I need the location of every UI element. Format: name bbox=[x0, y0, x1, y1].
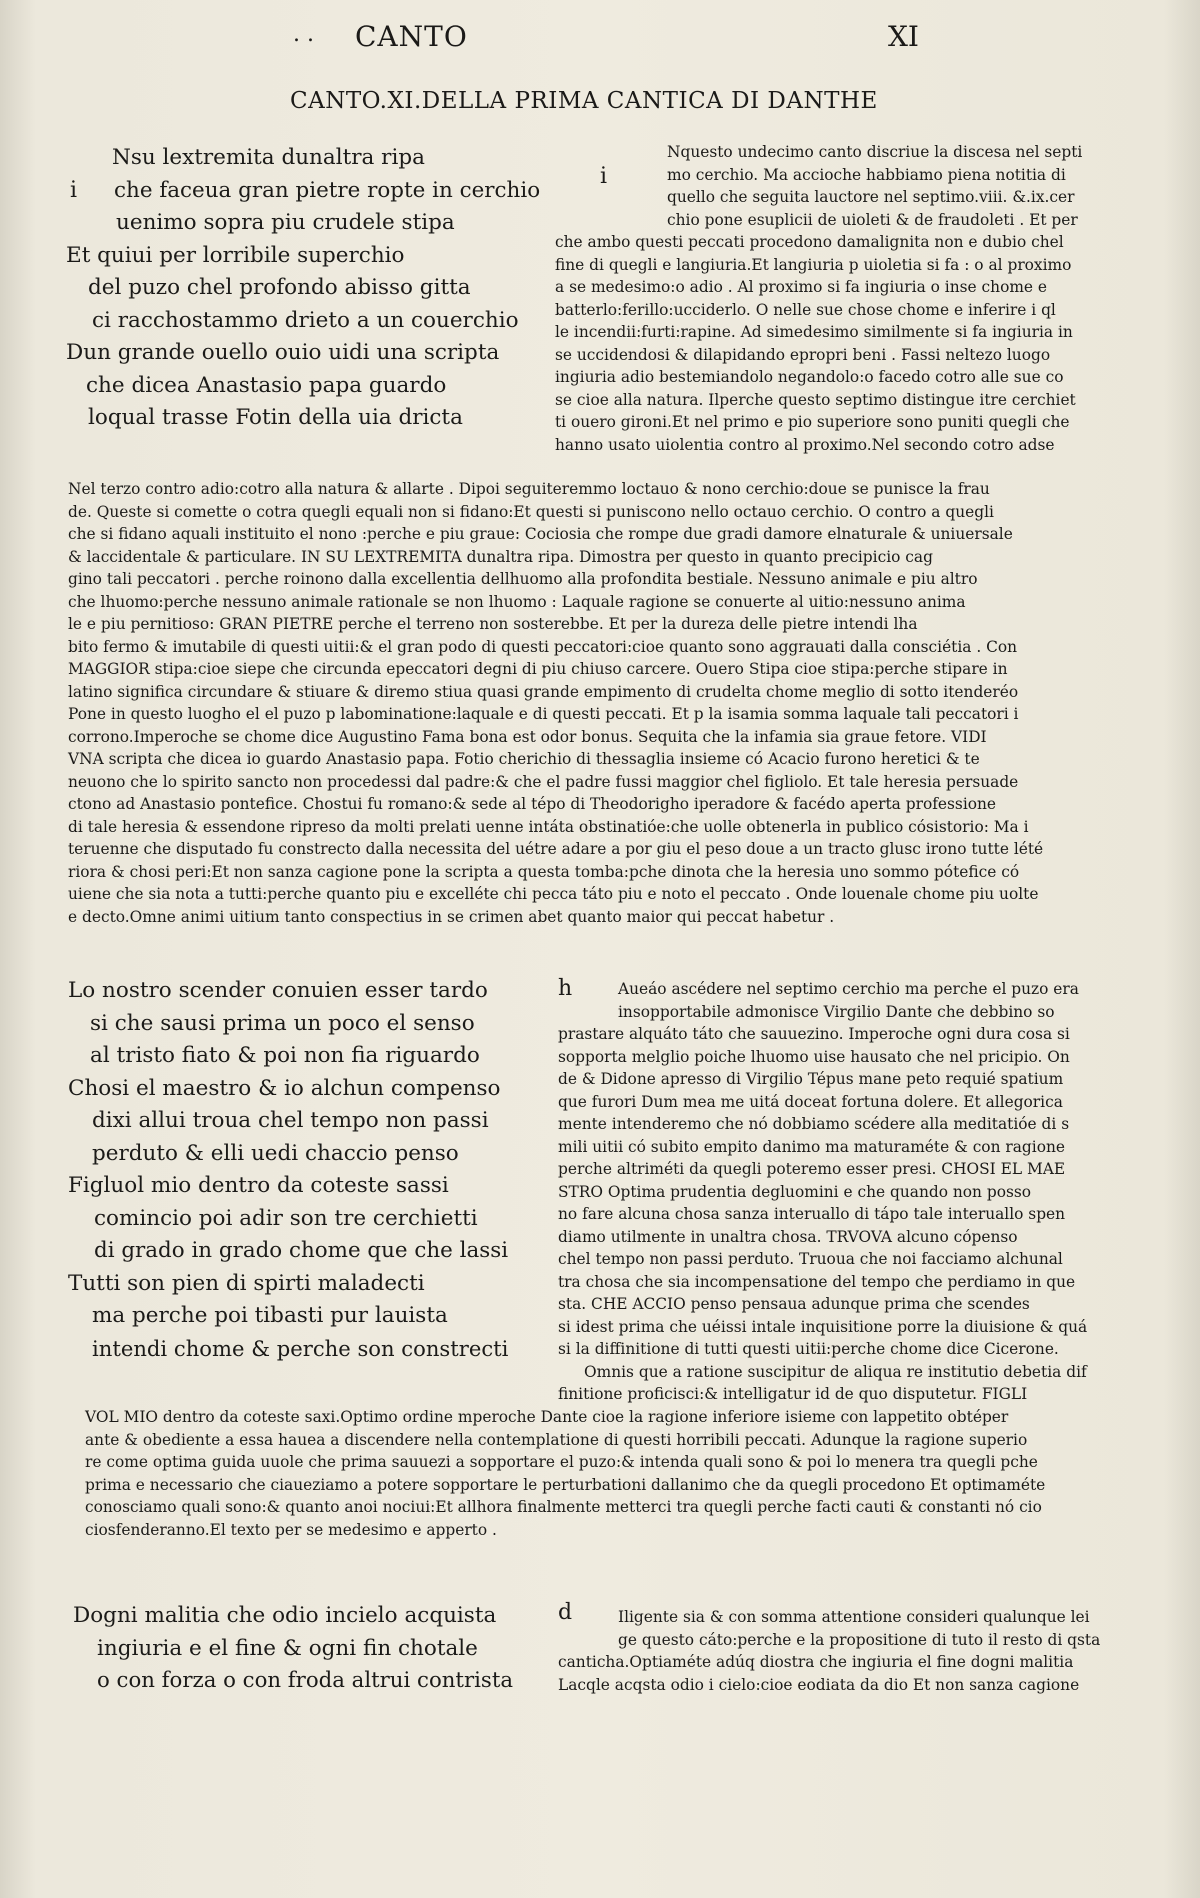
commentary-initial: h bbox=[558, 976, 573, 1001]
commentary-line: ctono ad Anastasio pontefice. Chostui fu romano:& sede al tépo di Theodorigho iperadore & facédo aperta professione bbox=[68, 795, 997, 813]
commentary-initial: d bbox=[558, 1600, 573, 1625]
commentary-line: le e piu pernitioso: GRAN PIETRE perche el terreno non sosterebbe. Et per la dureza delle pietre intendi lha bbox=[68, 615, 918, 633]
commentary-line: ante & obediente a essa hauea a discendere nella contemplatione di questi horribili peccati. Adunque la ragione superio bbox=[85, 1430, 1028, 1449]
commentary-line: MAGGIOR stipa:cioe siepe che circunda epeccatori degni di piu chiuso carcere. Ouero Stipa cioe stipa:perche stipare in bbox=[68, 660, 1008, 678]
verse-line: Lo nostro scender conuien esser tardo bbox=[68, 978, 488, 1003]
commentary-line: de. Queste si comette o cotra quegli equali non si fidano:Et questi si puniscono nello octauo cerchio. O contro a quegli bbox=[68, 502, 994, 521]
commentary-line: gino tali peccatori . perche roinono dalla excellentia dellhuomo alla profondita bestiale. Nessuno animale e piu altro bbox=[68, 570, 978, 588]
verse-line: Dun grande ouello ouio uidi una scripta bbox=[66, 340, 500, 365]
verse-line: del puzo chel profondo abisso gitta bbox=[88, 275, 471, 300]
verse-line: dixi allui troua chel tempo non passi bbox=[92, 1108, 489, 1133]
commentary-line: chio pone esuplicii de uioleti & de fraudoleti . Et per bbox=[667, 210, 1078, 229]
commentary-line: prima e necessario che ciaueziamo a potere sopportare le perturbationi dallanimo che da quegli procedono Et optimaméte bbox=[85, 1475, 1046, 1494]
commentary-line: che si fidano aquali instituito el nono :perche e piu graue: Cociosia che rompe due gradi damore elnaturale & uniuersale bbox=[68, 525, 1013, 543]
commentary-block-1-right bbox=[555, 141, 1082, 456]
commentary-line: STRO Optima prudentia degluomini e che quando non posso bbox=[558, 1182, 1032, 1201]
verse-line: che dicea Anastasio papa guardo bbox=[86, 372, 447, 398]
verse-line: che faceua gran pietre ropte in cerchio bbox=[114, 177, 541, 203]
commentary-line: latino significa circundare & stiuare & diremo stiua quasi grande empimento di crudelta chome meglio di sotto itenderéo bbox=[68, 682, 1019, 701]
verse-line: comincio poi adir son tre cerchietti bbox=[94, 1205, 478, 1231]
verse-block-1 bbox=[60, 142, 540, 435]
commentary-line: tra chosa che sia incompensatione del tempo che perdiamo in que bbox=[558, 1272, 1076, 1291]
verse-block-2 bbox=[68, 975, 508, 1365]
commentary-line: hanno usato uiolentia contro al proximo.Nel secondo cotro adse bbox=[555, 435, 1055, 454]
commentary-line: batterlo:ferillo:ucciderlo. O nelle sue chose chome e inferire i ql bbox=[555, 300, 1056, 319]
commentary-line: VOL MIO dentro da coteste saxi.Optimo ordine mperoche Dante cioe la ragione inferiore isieme con lappetito obtéper bbox=[85, 1408, 1009, 1426]
commentary-line: Omnis que a ratione suscipitur de aliqua re institutio debetia dif bbox=[584, 1362, 1087, 1381]
commentary-line: conosciamo quali sono:& quanto anoi nociui:Et allhora finalmente metterci tra quegli perche facti cauti & constanti nó cio bbox=[85, 1498, 1042, 1516]
verse-line: di grado in grado chome que che lassi bbox=[94, 1238, 509, 1263]
commentary-line: de & Didone apresso di Virgilio Tépus mane peto requié spatium bbox=[558, 1070, 1064, 1088]
commentary-line: & laccidentale & particulare. IN SU LEXTREMITA dunaltra ripa. Dimostra per questo in quanto precipicio cag bbox=[68, 547, 933, 566]
commentary-line: insopportabile admonisce Virgilio Dante che debbino so bbox=[618, 1002, 1055, 1021]
verse-line: ci racchostammo drieto a un couerchio bbox=[92, 307, 519, 333]
commentary-line: ti ouero gironi.Et nel primo e pio superiore sono puniti quegli che bbox=[555, 413, 1070, 431]
commentary-initial: i bbox=[600, 164, 608, 189]
commentary-line: si la diffinitione di tutti questi uitii:perche chome dice Cicerone. bbox=[558, 1340, 1059, 1358]
commentary-line: chel tempo non passi perduto. Truoua che noi facciamo alchunal bbox=[558, 1250, 1063, 1268]
commentary-line: Nquesto undecimo canto discriue la discesa nel septi bbox=[667, 143, 1083, 161]
commentary-line: bito fermo & imutabile di questi uitii:& el gran podo di questi peccatori:cioe quanto sono aggrauati dalla consciétia . Con bbox=[68, 637, 1018, 656]
commentary-line: Iligente sia & con somma attentione consideri qualunque lei bbox=[618, 1608, 1090, 1626]
canto-title: CANTO.XI.DELLA PRIMA CANTICA DI DANTHE bbox=[290, 88, 878, 114]
commentary-line: corrono.Imperoche se chome dice Augustino Fama bona est odor bonus. Sequita che la infamia sia graue fetore. VIDI bbox=[68, 727, 987, 746]
commentary-line: re come optima guida uuole che prima sauuezi a sopportare el puzo:& intenda quali sono & poi lo menera tra quegli pche bbox=[85, 1453, 1038, 1471]
commentary-line: che lhuomo:perche nessuno animale rationale se non lhuomo : Laquale ragione se conuerte al uitio:nessuno anima bbox=[68, 592, 966, 611]
commentary-line: teruenne che disputado fu constrecto dalla necessita del uétre adare a por giu el peso doue a un tracto glusc irono tutte lété bbox=[68, 840, 1044, 858]
verse-line: uenimo sopra piu crudele stipa bbox=[116, 210, 455, 235]
commentary-line: prastare alquáto táto che sauuezino. Imperoche ogni dura cosa si bbox=[558, 1025, 1070, 1043]
commentary-line: mo cerchio. Ma accioche habbiamo piena notitia di bbox=[667, 165, 1066, 184]
header-dots: . . bbox=[293, 22, 314, 47]
commentary-line: sta. CHE ACCIO penso pensaua adunque prima che scendes bbox=[558, 1295, 1030, 1313]
verse-line: al tristo fiato & poi non fia riguardo bbox=[90, 1043, 480, 1068]
verse-line: Chosi el maestro & io alchun compenso bbox=[68, 1075, 501, 1101]
commentary-line: che ambo questi peccati procedono damalignita non e dubio chel bbox=[555, 233, 1064, 251]
commentary-line: uiene che sia nota a tutti:perche quanto piu e excelléte chi pecca táto piu e noto el peccato . Onde louenale chome piu uolte bbox=[68, 885, 1039, 903]
verse-line: o con forza o con froda altrui contrista bbox=[97, 1668, 514, 1693]
verse-line: intendi chome & perche son constrecti bbox=[92, 1335, 509, 1361]
commentary-line: e decto.Omne animi uitium tanto conspectius in se crimen abet quanto maior qui peccat habetur . bbox=[68, 907, 835, 926]
commentary-line: Aueáo ascédere nel septimo cerchio ma perche el puzo era bbox=[618, 980, 1079, 998]
commentary-line: ingiuria adio bestemiandolo negandolo:o facedo cotro alle sue co bbox=[555, 368, 1064, 386]
verse-line: perduto & elli uedi chaccio penso bbox=[92, 1140, 459, 1166]
commentary-line: no fare alcuna chosa sanza interuallo di tápo tale interuallo spen bbox=[558, 1205, 1066, 1223]
verse-line: ingiuria e el fine & ogni fin chotale bbox=[97, 1635, 478, 1661]
verse-line: Figluol mio dentro da coteste sassi bbox=[68, 1173, 449, 1198]
commentary-line: VNA scripta che dicea io guardo Anastasio papa. Fotio cherichio di thessaglia insieme có Acacio furono heretici & te bbox=[68, 750, 980, 768]
commentary-line: Nel terzo contro adio:cotro alla natura & allarte . Dipoi seguiteremmo loctauo & nono cerchio:doue se punisce la frau bbox=[68, 480, 990, 498]
commentary-line: se cioe alla natura. Ilperche questo septimo distingue itre cerchiet bbox=[555, 390, 1076, 409]
commentary-block-3-right bbox=[558, 1606, 1100, 1696]
commentary-line: ciosfenderanno.El texto per se medesimo e apperto . bbox=[85, 1520, 497, 1539]
commentary-line: Lacqle acqsta odio i cielo:cioe eodiata da dio Et non sanza cagione bbox=[558, 1675, 1080, 1694]
verse-line: Dogni malitia che odio incielo acquista bbox=[73, 1603, 497, 1628]
commentary-line: neuono che lo spirito sancto non procedessi dal padre:& che el padre fussi maggior chel figliolo. Et tale heresia persuade bbox=[68, 772, 1019, 791]
commentary-block-1-full bbox=[68, 478, 1043, 928]
commentary-line: sopporta melglio poiche lhuomo uise hausato che nel pricipio. On bbox=[558, 1047, 1070, 1066]
commentary-line: le incendii:furti:rapine. Ad simedesimo similmente si fa ingiuria in bbox=[555, 323, 1073, 341]
commentary-line: si idest prima che uéissi intale inquisitione porre la diuisione & quá bbox=[558, 1317, 1088, 1336]
commentary-line: perche altriméti da quegli poteremo esser presi. CHOSI EL MAE bbox=[558, 1160, 1066, 1178]
commentary-line: se uccidendosi & dilapidando epropri beni . Fassi neltezo luogo bbox=[555, 345, 1051, 364]
commentary-line: di tale heresia & essendone ripreso da molti prelati uenne intáta obstinatióe:che uolle obtenerla in publico cósistorio: Ma i bbox=[68, 817, 1029, 836]
commentary-block-2-right bbox=[558, 978, 1087, 1406]
verse-line: Et quiui per lorribile superchio bbox=[66, 242, 405, 268]
commentary-line: fine di quegli e langiuria.Et langiuria p uioletia si fa : o al proximo bbox=[555, 255, 1072, 274]
commentary-line: mente intenderemo che nó dobbiamo scédere alla meditatióe di s bbox=[558, 1115, 1070, 1133]
verse-line: Tutti son pien di spirti maladecti bbox=[68, 1270, 425, 1296]
verse-block-3 bbox=[73, 1600, 513, 1698]
commentary-block-2-full bbox=[85, 1406, 1045, 1541]
commentary-line: riora & chosi peri:Et non sanza cagione pone la scripta a questa tomba:pche dinota che la heresia uno sommo pótefice có bbox=[68, 862, 1020, 881]
verse-line: ma perche poi tibasti pur lauista bbox=[92, 1303, 448, 1328]
verse-line: loqual trasse Fotin della uia dricta bbox=[88, 405, 463, 430]
verse-line: Nsu lextremita dunaltra ripa bbox=[112, 145, 425, 170]
commentary-line: que furori Dum mea me uitá doceat fortuna dolere. Et allegorica bbox=[558, 1092, 1063, 1111]
running-head: CANTO bbox=[355, 20, 468, 53]
commentary-line: canticha.Optiaméte adúq diostra che ingiuria el fine dogni malitia bbox=[558, 1653, 1074, 1671]
commentary-line: a se medesimo:o adio . Al proximo si fa ingiuria o inse chome e bbox=[555, 278, 1048, 296]
commentary-line: ge questo cáto:perche e la propositione di tuto il resto di qsta bbox=[618, 1630, 1101, 1649]
verse-initial: i bbox=[70, 178, 78, 203]
commentary-line: mili uitii có subito empito danimo ma maturaméte & con ragione bbox=[558, 1137, 1065, 1156]
folio-number: XI bbox=[888, 20, 919, 53]
commentary-line: quello che seguita lauctore nel septimo.viii. &.ix.cer bbox=[667, 188, 1075, 206]
commentary-line: finitione proficisci:& intelligatur id de quo disputetur. FIGLI bbox=[558, 1385, 1028, 1403]
commentary-line: Pone in questo luogho el el puzo p labominatione:laquale e di questi peccati. Et p la isamia somma laquale tali peccatori i bbox=[68, 705, 1019, 723]
commentary-line: diamo utilmente in unaltra chosa. TRVOVA alcuno cópenso bbox=[558, 1227, 1018, 1246]
verse-line: si che sausi prima un poco el senso bbox=[90, 1010, 475, 1036]
